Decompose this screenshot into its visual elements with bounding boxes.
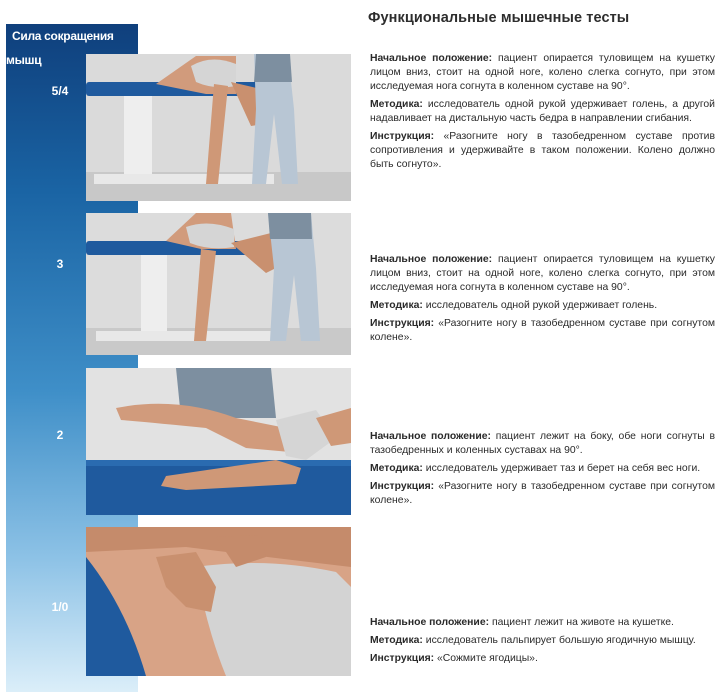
instruction-text: «Сожмите ягодицы». <box>434 653 538 664</box>
method-label: Методика: <box>370 635 423 646</box>
method-label: Методика: <box>370 99 423 110</box>
grade-label-2: 2 <box>56 428 64 442</box>
start-position-text: пациент опирается туловищем на кушетку лицом вниз, стоит на одной ноге, колено слегка согнуто, при этом исследуемая нога согнута в коленном суставе на 90°. <box>370 254 716 293</box>
test-description-grade-2 <box>370 430 715 512</box>
method-text: исследователь одной рукой удерживает голень. <box>422 300 658 311</box>
instruction-label: Инструкция: <box>370 653 435 664</box>
method-text: исследователь одной рукой удерживает голень, а другой надавливает на дистальную часть бедра в направлении сгибания. <box>370 99 715 124</box>
start-position-text: пациент опирается туловищем на кушетку лицом вниз, стоит на одной ноге, колено слегка согнуто, при этом исследуемая нога согнута в коленном суставе на 90°. <box>370 53 716 92</box>
method-text: исследователь пальпирует большую ягодичную мышцу. <box>422 635 696 646</box>
test-description-grade-5-4 <box>370 52 715 176</box>
start-position-text: пациент лежит на боку, обе ноги согнуты в тазобедренных и коленных суставах на 90°. <box>370 431 715 456</box>
grade-label-1-0: 1/0 <box>51 600 69 614</box>
start-position-label: Начальное положение: <box>370 254 493 265</box>
sidebar-title: Сила сокращения мышц <box>6 29 114 67</box>
instruction-label: Инструкция: <box>370 131 435 142</box>
test-description-grade-1-0 <box>370 616 715 670</box>
test-description-grade-3 <box>370 253 715 349</box>
start-position-text: пациент лежит на животе на кушетке. <box>489 617 674 628</box>
photo-test-grade-2 <box>86 368 351 515</box>
start-position-label: Начальное положение: <box>370 53 493 64</box>
instruction-text: «Разогните ногу в тазобедренном суставе при согнутом колене». <box>370 481 715 506</box>
start-position-label: Начальное положение: <box>370 617 490 628</box>
grade-label-3: 3 <box>56 257 64 271</box>
photo-test-grade-1-0 <box>86 527 351 676</box>
grade-label-5-4: 5/4 <box>51 84 69 98</box>
instruction-text: «Разогните ногу в тазобедренном суставе против сопротивления и удерживайте в таком положении. Колено должно быть согнуто». <box>370 131 715 170</box>
instruction-label: Инструкция: <box>370 318 435 329</box>
start-position-label: Начальное положение: <box>370 431 491 442</box>
instruction-label: Инструкция: <box>370 481 435 492</box>
instruction-text: «Разогните ногу в тазобедренном суставе при согнутом колене». <box>370 318 715 343</box>
method-label: Методика: <box>370 300 423 311</box>
photo-test-grade-5-4 <box>86 54 351 201</box>
photo-test-grade-3 <box>86 213 351 355</box>
method-text: исследователь удерживает таз и берет на себя вес ноги. <box>422 463 701 474</box>
page-title: Функциональные мышечные тесты <box>368 10 630 26</box>
method-label: Методика: <box>370 463 423 474</box>
